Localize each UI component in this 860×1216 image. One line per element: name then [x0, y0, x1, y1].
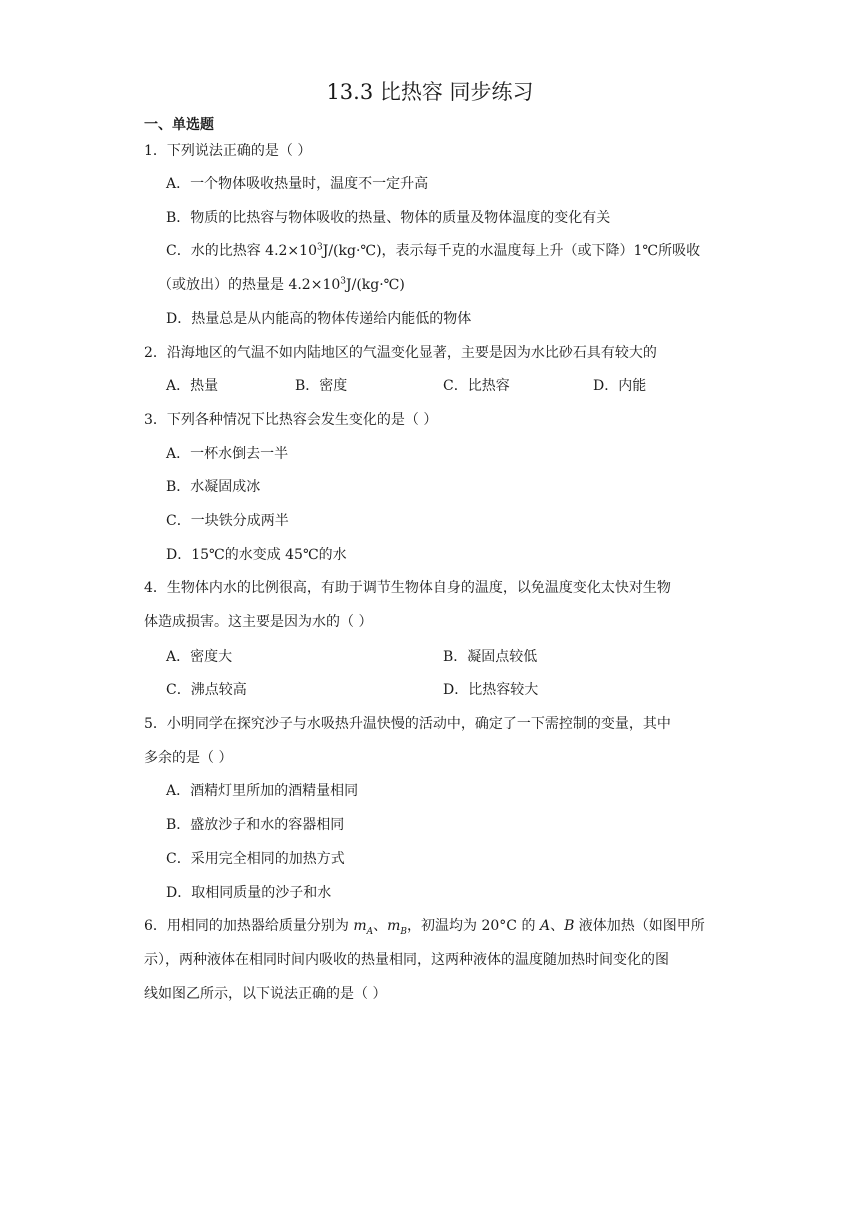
question-2-option-c: C．比热容 [443, 378, 510, 394]
question-5-option-c: C．采用完全相同的加热方式 [166, 851, 345, 867]
page-title: 13.3 比热容 同步练习 [326, 80, 534, 104]
question-4-stem-line2: 体造成损害。这主要是因为水的（ ） [144, 614, 373, 630]
text-fragment: 液体加热（如图甲所 [574, 918, 705, 934]
question-4-option-a: A．密度大 [166, 649, 233, 665]
question-5-option-b: B．盛放沙子和水的容器相同 [166, 817, 345, 833]
subscript-a: A [366, 926, 374, 937]
question-3-stem: 3．下列各种情况下比热容会发生变化的是（ ） [144, 412, 438, 428]
text-fragment: 、 [550, 918, 565, 934]
question-1-option-c-line2 [158, 275, 405, 295]
question-1-stem: 1．下列说法正确的是（ ） [144, 143, 312, 159]
variable-b: B [564, 918, 575, 934]
question-3-option-a: A．一杯水倒去一半 [166, 446, 289, 462]
question-3-option-d: D．15℃的水变成 45℃的水 [166, 547, 347, 563]
text-fragment: （或放出）的热量是 4.2×10 [158, 277, 341, 293]
question-4-option-b: B．凝固点较低 [443, 649, 538, 665]
variable-m: m [387, 918, 401, 934]
question-4-stem-line1: 4．生物体内水的比例很高，有助于调节生物体自身的温度，以免温度变化太快对生物 [144, 580, 671, 596]
question-1-option-c-line1 [166, 241, 700, 261]
text-fragment: 6．用相同的加热器给质量分别为 [144, 918, 354, 934]
text-fragment: C．水的比热容 4.2×10 [166, 243, 317, 259]
question-3-option-b: B．水凝固成冰 [166, 479, 261, 495]
question-4-option-d: D．比热容较大 [443, 682, 539, 698]
superscript: 3 [316, 242, 323, 253]
superscript: 3 [340, 276, 346, 287]
question-2-option-b: B．密度 [295, 378, 348, 394]
question-3-option-c: C．一块铁分成两半 [166, 513, 289, 529]
variable-a: A [539, 918, 551, 934]
subscript-b: B [400, 926, 408, 937]
question-1-option-b: B．物质的比热容与物体吸收的热量、物体的质量及物体温度的变化有关 [166, 210, 611, 226]
question-5-option-a: A．酒精灯里所加的酒精量相同 [166, 783, 359, 799]
question-5-option-d: D．取相同质量的沙子和水 [166, 885, 332, 901]
question-6-stem-line3: 线如图乙所示，以下说法正确的是（ ） [144, 986, 387, 1002]
text-fragment: J/(kg·℃) [346, 277, 405, 293]
question-2-option-a: A．热量 [166, 378, 219, 394]
section-heading: 一、单选题 [144, 117, 214, 133]
question-2-stem: 2．沿海地区的气温不如内陆地区的气温变化显著，主要是因为水比砂石具有较大的 [144, 345, 657, 361]
question-1-option-a: A．一个物体吸收热量时，温度不一定升高 [166, 176, 429, 192]
text-fragment: J/(kg·℃)，表示每千克的水温度每上升（或下降）1℃所吸收 [322, 243, 701, 259]
text-fragment: 、 [373, 918, 388, 934]
variable-m: m [353, 918, 367, 934]
question-1-option-d: D．热量总是从内能高的物体传递给内能低的物体 [166, 311, 472, 327]
question-5-stem-line1: 5．小明同学在探究沙子与水吸热升温快慢的活动中，确定了一下需控制的变量，其中 [144, 716, 671, 732]
question-4-option-c: C．沸点较高 [166, 682, 247, 698]
question-5-stem-line2: 多余的是（ ） [144, 750, 233, 766]
text-fragment: ，初温均为 20°C 的 [407, 918, 540, 934]
question-2-option-d: D．内能 [593, 378, 647, 394]
question-6-stem-line1 [144, 916, 705, 936]
question-6-stem-line2: 示），两种液体在相同时间内吸收的热量相同，这两种液体的温度随加热时间变化的图 [144, 952, 669, 968]
